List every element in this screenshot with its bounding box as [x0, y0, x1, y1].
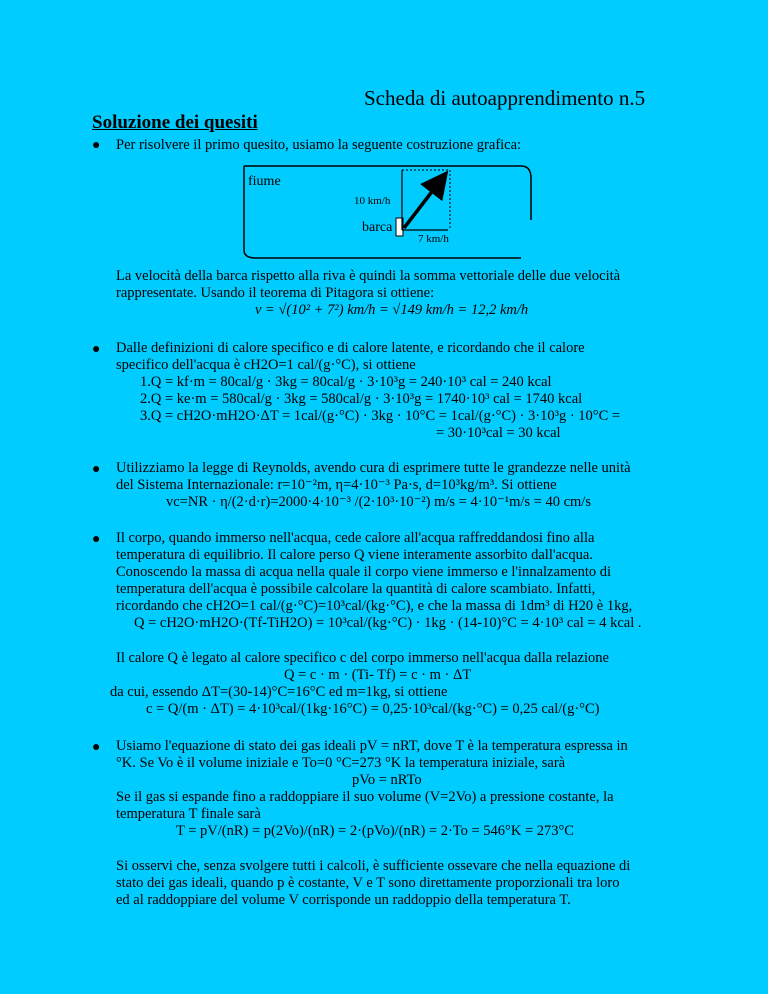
q2-eq-2: 2.Q = ke·m = 580cal/g · 3kg = 580cal/g · 3·10³g = 1740·10³ cal = 1740 kcal: [140, 391, 583, 407]
q4-line-10: c = Q/(m · ΔT) = 4·10³cal/(1kg·16°C) = 0,25·10³cal/(kg·°C) = 0,25 cal/(g·°C): [146, 701, 600, 717]
bullet-4: ●: [92, 532, 101, 547]
q5-line-8: stato dei gas ideali, quando p è costante, V e T sono direttamente proporzionali tra loro: [116, 875, 620, 891]
q4-line-8: Q = c · m · (Ti- Tf) = c · m · ΔT: [284, 667, 472, 683]
q3-line-1: Utilizziamo la legge di Reynolds, avendo cura di esprimere tutte le grandezze nelle unità: [116, 460, 631, 476]
q4-line-2: temperatura di equilibrio. Il calore perso Q viene interamente assorbito dall'acqua.: [116, 547, 593, 563]
q2-line-1: Dalle definizioni di calore specifico e di calore latente, e ricordando che il calore: [116, 340, 585, 356]
q3-line-2: del Sistema Internazionale: r=10⁻²m, η=4·10⁻³ Pa·s, d=10³kg/m³. Si ottiene: [116, 477, 557, 493]
q5-line-9: ed al raddoppiare del volume V corrisponde un raddoppio della temperatura T.: [116, 892, 571, 908]
q5-line-7: Si osservi che, senza svolgere tutti i calcoli, è sufficiente ossevare che nella equazione di: [116, 858, 631, 874]
speed-vertical-label: 10 km/h: [354, 195, 391, 207]
resultant-vector: [404, 176, 444, 228]
q1-intro: Per risolvere il primo quesito, usiamo la seguente costruzione grafica:: [116, 137, 522, 153]
q1-text-1: La velocità della barca rispetto alla riva è quindi la somma vettoriale delle due velocità: [116, 268, 621, 284]
q2-eq-1: 1.Q = kf·m = 80cal/g · 3kg = 80cal/g · 3·10³g = 240·10³ cal = 240 kcal: [140, 374, 552, 390]
bullet-3: ●: [92, 462, 101, 477]
boat-label: barca: [362, 220, 393, 235]
bullet-5: ●: [92, 740, 101, 755]
river-bank-top: [244, 166, 531, 220]
q2-eq-3b: = 30·10³cal = 30 kcal: [436, 425, 561, 441]
q2-eq-3: 3.Q = cH2O·mH2O·ΔT = 1cal/(g·°C) · 3kg · 10°C = 1cal/(g·°C) · 3·10³g · 10°C =: [140, 408, 621, 424]
q5-line-1: Usiamo l'equazione di stato dei gas ideali pV = nRT, dove T è la temperatura espressa in: [116, 738, 628, 754]
q4-line-7: Il calore Q è legato al calore specifico c del corpo immerso nell'acqua dalla relazione: [116, 650, 609, 666]
q5-line-3: pVo = nRTo: [352, 772, 422, 788]
q5-line-4: Se il gas si espande fino a raddoppiare il suo volume (V=2Vo) a pressione costante, la: [116, 789, 614, 805]
bullet-2: ●: [92, 342, 101, 357]
q5-line-2: °K. Se Vo è il volume iniziale e To=0 °C=273 °K la temperatura iniziale, sarà: [116, 755, 566, 771]
q5-line-6: T = pV/(nR) = p(2Vo)/(nR) = 2·(pVo)/(nR) = 2·To = 546°K = 273°C: [176, 823, 574, 839]
q4-line-5: ricordando che cH2O=1 cal/(g·°C)=10³cal/(kg·°C), e che la massa di 1dm³ di H20 è 1kg,: [116, 598, 633, 614]
river-bank-bottom: [244, 166, 521, 258]
q4-line-9: da cui, essendo ΔT=(30-14)°C=16°C ed m=1kg, si ottiene: [110, 684, 448, 700]
river-label: fiume: [248, 174, 281, 189]
river-vector-diagram: [236, 160, 536, 270]
q1-text-2: rappresentate. Usando il teorema di Pitagora si ottiene:: [116, 285, 435, 301]
speed-horizontal-label: 7 km/h: [418, 233, 449, 245]
q4-line-3: Conoscendo la massa di acqua nella quale il corpo viene immerso e l'innalzamento di: [116, 564, 612, 580]
q5-line-5: temperatura T finale sarà: [116, 806, 261, 822]
q4-line-6: Q = cH2O·mH2O·(Tf-TiH2O) = 10³cal/(kg·°C) · 1kg · (14-10)°C = 4·10³ cal = 4 kcal .: [134, 615, 642, 631]
bullet-1: ●: [92, 138, 101, 153]
q4-line-4: temperatura dell'acqua è possibile calcolare la quantità di calore scambiato. Infatti,: [116, 581, 596, 597]
q1-formula: v = √(10² + 7²) km/h = √149 km/h = 12,2 km/h: [255, 302, 529, 318]
q2-line-2: specifico dell'acqua è cH2O=1 cal/(g·°C), si ottiene: [116, 357, 416, 373]
section-heading: Soluzione dei quesiti: [92, 112, 258, 133]
document-title: Scheda di autoapprendimento n.5: [364, 86, 646, 110]
q4-line-1: Il corpo, quando immerso nell'acqua, cede calore all'acqua raffreddandosi fino alla: [116, 530, 595, 546]
q3-eq: vc=NR · η/(2·d·r)=2000·4·10⁻³ /(2·10³·10⁻²) m/s = 4·10⁻¹m/s = 40 cm/s: [166, 494, 591, 510]
